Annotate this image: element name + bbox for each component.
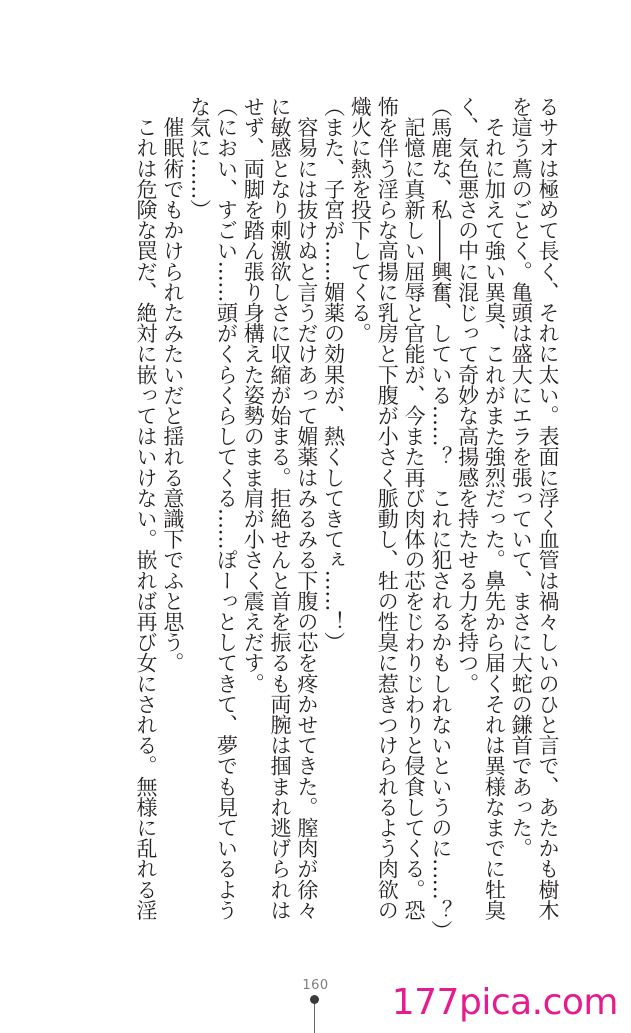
text-line: な気に……）	[187, 96, 212, 220]
watermark: 177pica.com	[391, 982, 618, 1023]
page-number: 160	[302, 978, 329, 993]
text-line: るサオは極めて長く、それに太い。表面に浮く血管は禍々しいのひと言で、あたかも樹木	[536, 96, 560, 921]
text-line: 催眠術でもかけられたみたいだと揺れる意識下でふと思う。	[160, 96, 185, 673]
vertical-text-body	[132, 96, 561, 941]
text-line: に敏感となり刺激欲しさに収縮が始まる。拒絶せんと首を振るも両腕は掴まれ逃げられは	[268, 96, 293, 921]
text-line: （におい、すごい……頭がくらくらしてくる……ぽーっとしてきて、夢でも見ているよう	[214, 96, 239, 921]
text-line: 容易には抜けぬと言うだけあって媚薬はみるみる下腹の芯を疼かせてきた。膣肉が徐々	[294, 96, 319, 921]
text-line: （また、子宮が……媚薬の効果が、熱くしてきてぇ……！）	[321, 96, 346, 653]
text-line: 怖を伴う淫らな高揚に乳房と下腹が小さく脈動し、牡の性臭に惹きつけられるよう肉欲の	[375, 96, 400, 921]
text-line: せず、両脚を踏ん張り身構えた姿勢のまま肩が小さく震えだす。	[241, 96, 266, 694]
text-line: それに加えて強い異臭、これがまた強烈だった。鼻先から届くそれは異様なまでに牡臭	[482, 96, 507, 921]
text-line: 記憶に真新しい屈辱と官能が、今また再び肉体の芯をじわりじわりと侵食してくる。恐	[402, 96, 427, 921]
text-line: （馬鹿な、私――興奮、している……？ これに犯されるかもしれないというのに……？）	[428, 96, 453, 941]
text-line: 熾火に熱を投下してくる。	[348, 96, 373, 344]
page-marker-dot	[310, 995, 319, 1004]
text-line: を這う蔦のごとく。亀頭は盛大にエラを張っていて、まさに大蛇の鎌首であった。	[509, 96, 534, 859]
text-line: これは危険な罠だ、絶対に嵌ってはいけない。嵌れば再び女にされる。無様に乱れる淫	[134, 96, 159, 921]
text-line: く、気色悪さの中に混じって奇妙な高揚感を持たせる力を持つ。	[455, 96, 480, 694]
